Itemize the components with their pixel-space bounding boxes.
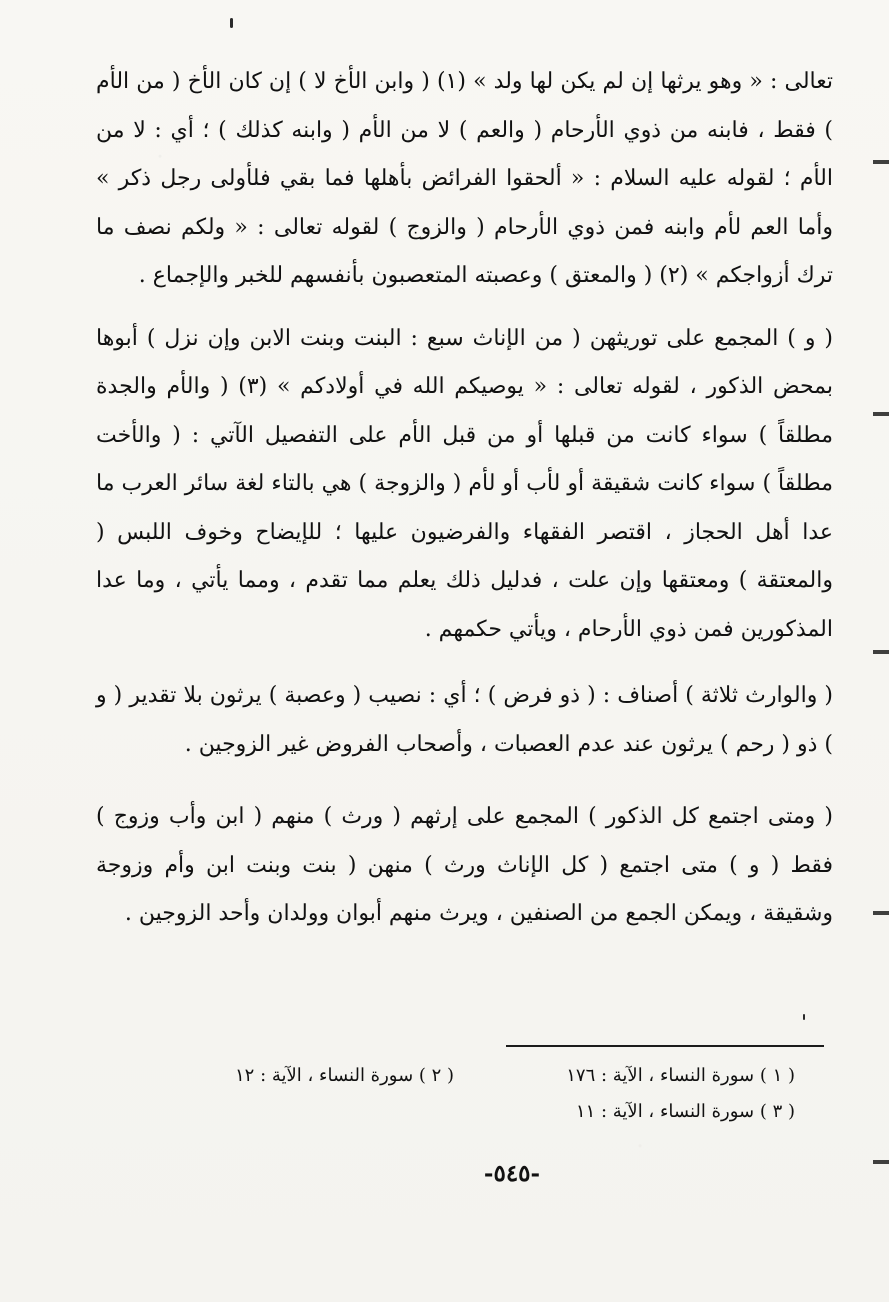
page-edge-mark — [873, 650, 889, 654]
paragraph-1: تعالى : « وهو يرثها إن لم يكن لها ولد » (١) ( وابن الأخ لا ) إن كان الأخ ( من الأم ) فقط ، فابنه من ذوي الأرحام ( والعم ) لا من الأم ( وابنه كذلك ) ؛ أي : لا من الأم ؛ لقوله عليه السلام : « ألحقوا الفرائض بأهلها فما بقي فلأولى رجل ذكر » وأما العم لأم وابنه فمن ذوي الأرحام ( والزوج ) لقوله تعالى : « ولكم نصف ما ترك أزواجكم » (٢) ( والمعتق ) وعصبته المتعصبون بأنفسهم للخبر والإجماع . — [96, 69, 833, 288]
page-edge-mark — [873, 412, 889, 416]
paragraph-3: ( والوارث ثلاثة ) أصناف : ( ذو فرض ) ؛ أي : نصيب ( وعصبة ) يرثون بلا تقدير ( و ) ذو ( رحم ) يرثون عند عدم العصبات ، وأصحاب الفروض غير الزوجين . — [96, 683, 833, 757]
ink-mark-bottom — [803, 1014, 805, 1020]
footnotes-block — [235, 1058, 795, 1130]
page-number: -٥٤٥- — [483, 1160, 541, 1187]
page-edge-mark — [873, 160, 889, 164]
ink-mark-top — [230, 18, 233, 28]
footnote-row — [235, 1094, 795, 1130]
main-body-text — [96, 58, 833, 939]
paragraph-2: ( و ) المجمع على توريثهن ( من الإناث سبع : البنت وبنت الابن وإن نزل ) أبوها بمحض الذكور ، لقوله تعالى : « يوصيكم الله في أولادكم » (٣) ( والأم والجدة مطلقاً ) سواء كانت من قبلها أو من قبل الأم على التفصيل الآتي : ( والأخت مطلقاً ) سواء كانت شقيقة أو لأب أو لأم ( والزوجة ) هي بالتاء لغة سائر العرب ما عدا أهل الحجاز ، اقتصر الفقهاء والفرضيون عليها ؛ للإيضاح وخوف اللبس ( والمعتقة ) ومعتقها وإن علت ، فدليل ذلك يعلم مما تقدم ، ومما يأتي ، وما عدا المذكورين فمن ذوي الأرحام ، ويأتي حكمهم . — [96, 325, 833, 642]
footnote-divider — [506, 1045, 824, 1047]
footnote-1: ( ١ ) سورة النساء ، الآية : ١٧٦ — [566, 1065, 795, 1086]
footnote-row — [235, 1058, 795, 1094]
page-edge-mark — [873, 911, 889, 915]
footnote-3: ( ٣ ) سورة النساء ، الآية : ١١ — [575, 1101, 795, 1122]
page-edge-mark — [873, 1160, 889, 1164]
paragraph-4: ( ومتى اجتمع كل الذكور ) المجمع على إرثهم ( ورث ) منهم ( ابن وأب وزوج ) فقط ( و ) متى اجتمع ( كل الإناث ورث ) منهن ( بنت وبنت ابن وأم وزوجة وشقيقة ، ويمكن الجمع من الصنفين ، ويرث منهم أبوان وولدان وأحد الزوجين . — [96, 804, 833, 926]
footnote-2: ( ٢ ) سورة النساء ، الآية : ١٢ — [235, 1065, 455, 1086]
